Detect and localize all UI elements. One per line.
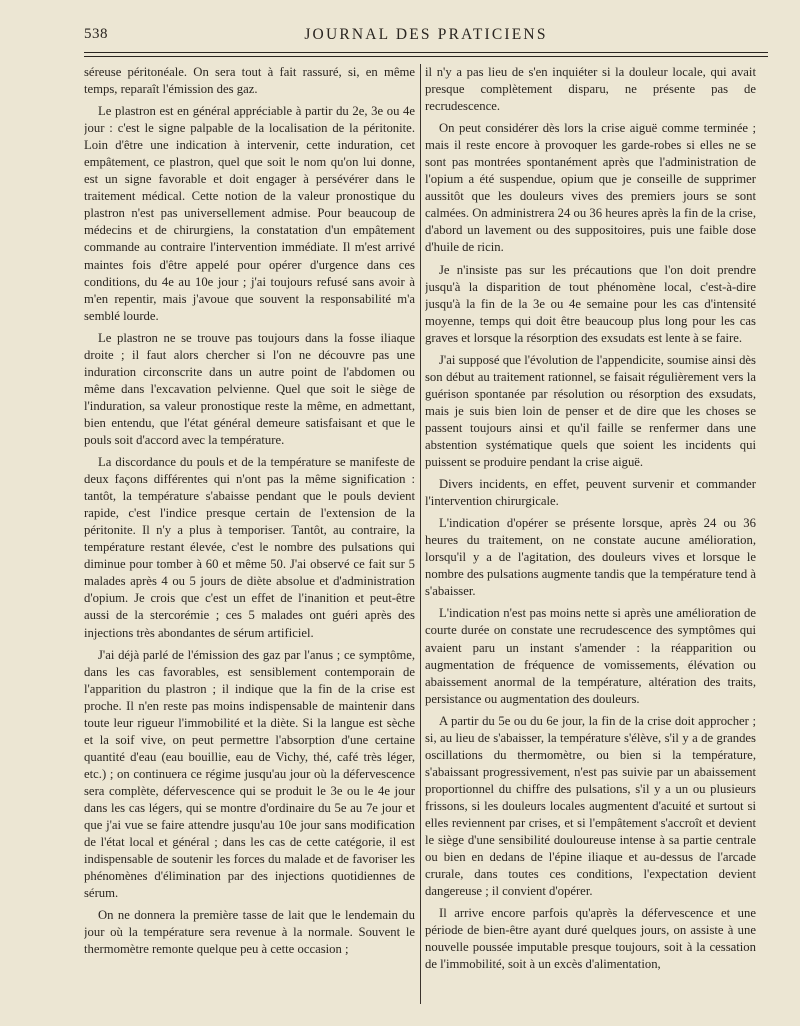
paragraph: On peut considérer dès lors la crise aiguë comme terminée ; mais il reste encore à provoquer les garde-robes si elles ne se sont pas montrées spontanément après que l'administration de l'opium a été suspendue, opium que je conseille de supprimer aussitôt que les douleurs vives des premiers jours se sont calmées. On administrera 24 ou 36 heures après la fin de la crise, d'abord un lavement ou des suppositoires, puis une faible dose d'huile de ricin. [425,121,756,255]
column-divider [420,64,421,1004]
page-number: 538 [84,26,108,42]
paragraph: A partir du 5e ou du 6e jour, la fin de la crise doit approcher ; si, au lieu de s'abaisser, la température s'élève, s'il y a de grandes oscillations du thermomètre, ou bien si la température, s'abaissant progressivement, n'est pas suivie par un abaissement proportionnel du chiffre des pulsations, s'il y a un ou plusieurs frissons, si les douleurs locales augmentent d'acuité et surtout si elles reviennent par crises, et si l'empâtement s'accroît et devient le siège d'une sensibilité douloureuse intense à sa partie centrale ou bien en dedans de l'épine iliaque et au-dessus de l'arcade crurale, dans toutes ces conditions, l'expectation devient dangereuse ; il convient d'opérer. [425,713,756,899]
right-column [425,64,756,1009]
paragraph: L'indication d'opérer se présente lorsque, après 24 ou 36 heures du traitement, on ne constate aucune amélioration, lorsqu'il y a de l'agitation, des douleurs vives et lorsque le nombre des pulsations augmente tandis que la température tend à s'abaisser. [425,516,756,599]
journal-title: JOURNAL DES PRATICIENS [304,26,548,43]
paragraph: J'ai déjà parlé de l'émission des gaz par l'anus ; ce symptôme, dans les cas favorables, est sensiblement contemporain de l'apparition du plastron ; il indique que la fin de la crise est proche. Il n'en reste pas moins indispensable de maintenir dans toute leur rigueur l'immobilité et la diète. Si la langue est sèche et la soif vive, on peut permettre l'absorption d'une certaine quantité d'eau (eau bouillie, eau de Vichy, thé, café très léger, etc.) ; on continuera ce régime jusqu'au jour où la défervescence sera complète, défervescence qui se produit le 3e ou le 4e jour dans les cas légers, qui se montre d'ordinaire du 5e au 7e jour et que j'ai vue se faire attendre jusqu'au 10e jour sans modification de l'état local et général ; dans les cas de cette catégorie, il est indispensable de soutenir les forces du malade et de favoriser les phénomènes d'élimination par des injections quotidiennes de sérum. [84,647,415,901]
page-header [84,26,768,48]
paragraph: La discordance du pouls et de la température se manifeste de deux façons différentes qui n'ont pas la même signification : tantôt, la température s'abaisse pendant que le pouls devient rapide, c'est l'indice presque certain de l'extension de la péritonite. Il n'y a plus à temporiser. Tantôt, au contraire, la température restant élevée, c'est le nombre des pulsations qui diminue pour tomber à 60 et même 50. J'ai observé ce fait sur 5 malades après 4 ou 5 jours de diète absolue et d'administration d'opium. Je crois que c'est un effet de l'inanition et peut-être aussi de la stercorémie ; ces 5 malades ont guéri après des injections très abondantes de sérum artificiel. [84,455,415,640]
header-rule-thin [84,56,768,57]
paragraph: L'indication n'est pas moins nette si après une amélioration de courte durée on constate une recrudescence des symptômes qui avaient paru un instant s'amender : la réapparition ou augmentation de fréquence de vomissements, élévation ou abaissement anormal de la température, altération des traits, persistance ou augmentation des douleurs. [425,606,756,706]
paragraph: J'ai supposé que l'évolution de l'appendicite, soumise ainsi dès son début au traitement rationnel, se faisait régulièrement vers la guérison spontanée par résolution ou résorption des exsudats, mais je suis bien loin de penser et de dire que les choses se passent toujours ainsi et qu'il faille se renfermer dans une abstention systématique quels que soient les incidents qui puissent se produire pendant la crise aiguë. [425,352,756,470]
paragraph: On ne donnera la première tasse de lait que le lendemain du jour où la température sera revenue à la normale. Souvent le thermomètre remonte quelque peu à cette occasion ; [84,908,415,957]
left-column [84,64,415,1009]
paragraph: il n'y a pas lieu de s'en inquiéter si la douleur locale, qui avait presque complètement disparu, ne présente pas de recrudescence. [425,65,756,114]
paragraph: Le plastron ne se trouve pas toujours dans la fosse iliaque droite ; il faut alors chercher si l'on ne découvre pas une induration circonscrite dans un autre point de l'abdomen ou même dans l'excavation pelvienne. Quel que soit le siège de l'induration, sa valeur pronostique reste la même, en admettant, bien entendu, que l'état général demeure satisfaisant et que le pouls soit d'accord avec la température. [84,330,415,447]
paragraph: Divers incidents, en effet, peuvent survenir et commander l'intervention chirurgicale. [425,477,756,509]
paragraph: Je n'insiste pas sur les précautions que l'on doit prendre jusqu'à la disparition de tout phénomène local, c'est-à-dire jusqu'à la fin de la 3e ou 4e semaine pour les cas d'intensité moyenne, temps qui doit être beaucoup plus long pour les cas graves et lorsque la résorption des exsudats est lente à se faire. [425,262,756,345]
paragraph: séreuse péritonéale. On sera tout à fait rassuré, si, en même temps, reparaît l'émission des gaz. [84,65,415,97]
paragraph: Le plastron est en général appréciable à partir du 2e, 3e ou 4e jour : c'est le signe palpable de la localisation de la péritonite. Loin d'être une indication à intervenir, cette induration, cet empâtement, ce plastron, quel que soit le nom qu'on lui donne, est un signe favorable et doit engager à persévérer dans le traitement médical. Cette notion de la valeur pronostique du plastron n'est pas universellement admise. Pour beaucoup de médecins et de chirurgiens, la constatation d'un empâtement commande au contraire l'intervention immédiate. Il m'est arrivé maintes fois d'être appelé pour opérer d'urgence dans ces conditions, du 4e au 10e jour ; j'ai toujours refusé sans avoir à m'en repentir, mais j'avoue que souvent la responsabilité m'a semblé lourde. [84,104,415,323]
paragraph: Il arrive encore parfois qu'après la défervescence et une période de bien-être ayant duré quelques jours, on assiste à une nouvelle poussée imputable presque toujours, soit à la cessation de l'immobilité, soit à un excès d'alimentation, [425,906,756,972]
header-rule [84,52,768,53]
